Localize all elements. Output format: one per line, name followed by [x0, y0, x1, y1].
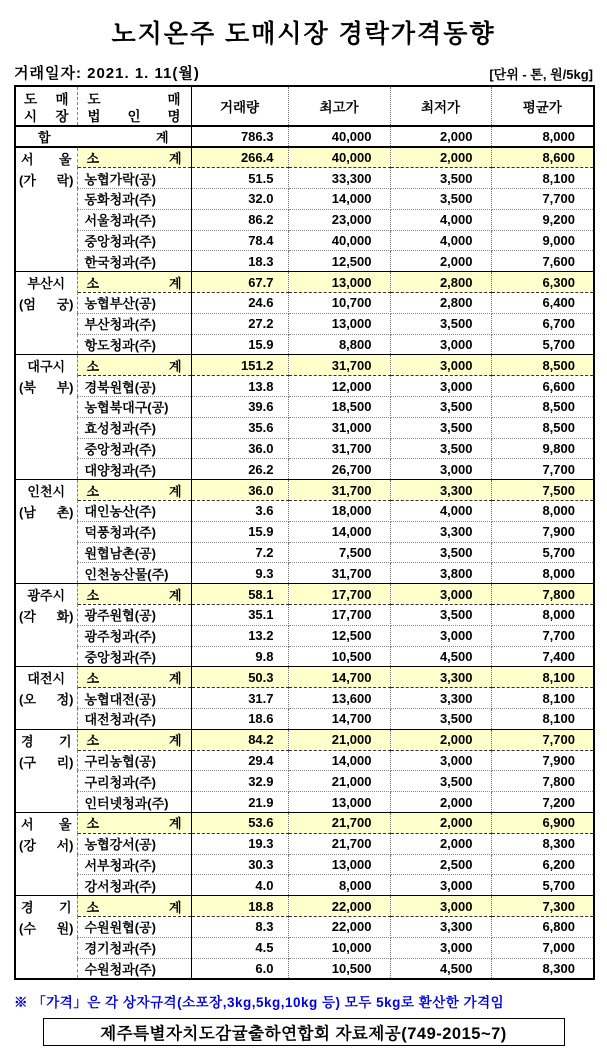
corp-avg-cell: 8,000	[491, 563, 594, 584]
price-table	[14, 85, 595, 980]
corp-avg-cell: 7,600	[491, 251, 594, 272]
meta-row	[0, 62, 607, 85]
subtotal-high-cell: 21,700	[288, 813, 390, 834]
corp-name-cell: 한국청과(주)	[77, 251, 191, 272]
corp-high-cell: 13,000	[288, 313, 390, 334]
corp-low-cell: 3,500	[390, 542, 491, 563]
corp-high-cell: 22,000	[288, 916, 390, 937]
corp-volume-cell: 18.3	[191, 251, 288, 272]
market-name: 부산시	[27, 276, 66, 292]
total-low-cell: 2,000	[390, 126, 491, 147]
corp-low-cell: 3,500	[390, 168, 491, 189]
subtotal-low-cell: 3,300	[390, 480, 491, 501]
subtotal-high-cell: 13,000	[288, 272, 390, 293]
total-high-cell: 40,000	[288, 126, 390, 147]
corp-volume-cell: 13.2	[191, 625, 288, 646]
corp-row	[15, 209, 594, 230]
corp-row	[15, 251, 594, 272]
corp-avg-cell: 7,400	[491, 646, 594, 667]
market-location: (수 원)	[19, 920, 74, 936]
corp-high-cell: 8,800	[288, 334, 390, 355]
corp-name-cell: 서울청과(주)	[77, 209, 191, 230]
subtotal-label-cell: 소 계	[77, 667, 191, 688]
corp-volume-cell: 30.3	[191, 854, 288, 875]
corp-row	[15, 542, 594, 563]
corp-volume-cell: 35.1	[191, 605, 288, 626]
corp-row	[15, 438, 594, 459]
subtotal-label-cell: 소 계	[77, 896, 191, 917]
corp-name-cell: 중앙청과(주)	[77, 230, 191, 251]
market-name: 서 울	[21, 816, 72, 832]
corp-row	[15, 397, 594, 418]
subtotal-avg-cell: 7,800	[491, 584, 594, 605]
corp-volume-cell: 4.0	[191, 875, 288, 896]
corp-row	[15, 521, 594, 542]
corp-name-cell: 대전청과(주)	[77, 709, 191, 730]
corp-row	[15, 875, 594, 896]
source-text: 제주특별자치도감귤출하연합회 자료제공(749-2015~7)	[100, 1024, 507, 1043]
corp-low-cell: 2,800	[390, 293, 491, 314]
corp-low-cell: 3,000	[390, 875, 491, 896]
subtotal-high-cell: 31,700	[288, 480, 390, 501]
corp-name-cell: 항도청과(주)	[77, 334, 191, 355]
corp-volume-cell: 29.4	[191, 750, 288, 771]
corp-avg-cell: 7,700	[491, 625, 594, 646]
subtotal-avg-cell: 6,300	[491, 272, 594, 293]
subtotal-high-cell: 14,700	[288, 667, 390, 688]
subtotal-high-cell: 17,700	[288, 584, 390, 605]
header-avg-price: 평균가	[491, 86, 594, 126]
subtotal-row	[15, 355, 594, 376]
total-row	[15, 126, 594, 147]
corp-low-cell: 3,300	[390, 916, 491, 937]
corp-avg-cell: 9,800	[491, 438, 594, 459]
corp-name-cell: 광주청과(주)	[77, 625, 191, 646]
corp-name-cell: 수원원협(공)	[77, 916, 191, 937]
market-name: 경 기	[21, 900, 72, 916]
subtotal-low-cell: 2,000	[390, 813, 491, 834]
corp-low-cell: 3,000	[390, 625, 491, 646]
corp-low-cell: 3,500	[390, 313, 491, 334]
market-location: (엄 궁)	[19, 296, 74, 312]
corp-volume-cell: 21.9	[191, 792, 288, 813]
corp-low-cell: 3,500	[390, 709, 491, 730]
market-cell	[15, 355, 77, 480]
subtotal-label-cell: 소 계	[77, 813, 191, 834]
corp-avg-cell: 8,300	[491, 958, 594, 979]
subtotal-row	[15, 667, 594, 688]
market-cell	[15, 813, 77, 896]
corp-volume-cell: 26.2	[191, 459, 288, 480]
subtotal-row	[15, 272, 594, 293]
subtotal-low-cell: 3,300	[390, 667, 491, 688]
corp-name-cell: 중앙청과(주)	[77, 646, 191, 667]
subtotal-low-cell: 2,000	[390, 147, 491, 168]
corp-low-cell: 3,500	[390, 771, 491, 792]
corp-name-cell: 수원청과(주)	[77, 958, 191, 979]
corp-low-cell: 3,000	[390, 937, 491, 958]
subtotal-avg-cell: 8,600	[491, 147, 594, 168]
header-market	[15, 86, 77, 126]
market-name: 경 기	[21, 733, 72, 749]
corp-avg-cell: 8,000	[491, 501, 594, 522]
corp-avg-cell: 6,800	[491, 916, 594, 937]
price-footnote: ※ 「가격」은 각 상자규격(소포장,3kg,5kg,10kg 등) 모두 5kg로 환산한 가격임	[14, 994, 505, 1010]
corp-high-cell: 26,700	[288, 459, 390, 480]
corp-row	[15, 376, 594, 397]
corp-avg-cell: 7,200	[491, 792, 594, 813]
corp-high-cell: 10,500	[288, 958, 390, 979]
corp-name-cell: 효성청과(주)	[77, 417, 191, 438]
corp-name-cell: 인터넷청과(주)	[77, 792, 191, 813]
subtotal-volume-cell: 266.4	[191, 147, 288, 168]
subtotal-low-cell: 3,000	[390, 896, 491, 917]
corp-row	[15, 189, 594, 210]
corp-high-cell: 23,000	[288, 209, 390, 230]
subtotal-label-cell: 소 계	[77, 480, 191, 501]
market-location: (구 리)	[19, 754, 74, 770]
market-location: (가 락)	[19, 172, 74, 188]
corp-low-cell: 3,800	[390, 563, 491, 584]
corp-volume-cell: 15.9	[191, 334, 288, 355]
corp-name-cell: 경기청과(주)	[77, 937, 191, 958]
corp-row	[15, 709, 594, 730]
corp-high-cell: 14,000	[288, 189, 390, 210]
corp-low-cell: 4,500	[390, 958, 491, 979]
corp-row	[15, 916, 594, 937]
corp-high-cell: 31,700	[288, 438, 390, 459]
subtotal-label-cell: 소 계	[77, 584, 191, 605]
corp-avg-cell: 7,700	[491, 189, 594, 210]
corp-name-cell: 농협대전(공)	[77, 688, 191, 709]
corp-row	[15, 230, 594, 251]
market-cell	[15, 480, 77, 584]
corp-low-cell: 3,300	[390, 688, 491, 709]
subtotal-volume-cell: 18.8	[191, 896, 288, 917]
corp-row	[15, 625, 594, 646]
corp-avg-cell: 8,100	[491, 709, 594, 730]
market-name: 대전시	[27, 671, 66, 687]
corp-avg-cell: 5,700	[491, 334, 594, 355]
subtotal-low-cell: 2,800	[390, 272, 491, 293]
corp-row	[15, 646, 594, 667]
corp-avg-cell: 5,700	[491, 875, 594, 896]
subtotal-avg-cell: 8,100	[491, 667, 594, 688]
corp-volume-cell: 19.3	[191, 833, 288, 854]
corp-volume-cell: 7.2	[191, 542, 288, 563]
corp-low-cell: 2,000	[390, 251, 491, 272]
corp-high-cell: 13,600	[288, 688, 390, 709]
subtotal-label-cell: 소 계	[77, 729, 191, 750]
corp-low-cell: 3,300	[390, 521, 491, 542]
subtotal-row	[15, 480, 594, 501]
subtotal-label-cell: 소 계	[77, 272, 191, 293]
corp-name-cell: 서부청과(주)	[77, 854, 191, 875]
market-cell	[15, 147, 77, 272]
corp-volume-cell: 9.3	[191, 563, 288, 584]
corp-high-cell: 12,500	[288, 625, 390, 646]
corp-name-cell: 대인농산(주)	[77, 501, 191, 522]
corp-row	[15, 937, 594, 958]
corp-avg-cell: 6,200	[491, 854, 594, 875]
total-avg-cell: 8,000	[491, 126, 594, 147]
corp-high-cell: 14,000	[288, 521, 390, 542]
corp-avg-cell: 9,200	[491, 209, 594, 230]
corp-name-cell: 중앙청과(주)	[77, 438, 191, 459]
corp-name-cell: 대양청과(주)	[77, 459, 191, 480]
subtotal-volume-cell: 58.1	[191, 584, 288, 605]
corp-high-cell: 12,500	[288, 251, 390, 272]
subtotal-row	[15, 584, 594, 605]
corp-avg-cell: 8,500	[491, 397, 594, 418]
corp-low-cell: 3,000	[390, 376, 491, 397]
corp-avg-cell: 7,800	[491, 771, 594, 792]
corp-high-cell: 18,000	[288, 501, 390, 522]
corp-high-cell: 10,700	[288, 293, 390, 314]
header-low-price: 최저가	[390, 86, 491, 126]
header-market-lines: 도 매 시 장	[24, 91, 69, 124]
corp-low-cell: 4,000	[390, 230, 491, 251]
corp-row	[15, 750, 594, 771]
corp-name-cell: 동화청과(주)	[77, 189, 191, 210]
subtotal-low-cell: 3,000	[390, 584, 491, 605]
corp-avg-cell: 7,900	[491, 521, 594, 542]
corp-volume-cell: 8.3	[191, 916, 288, 937]
corp-avg-cell: 9,000	[491, 230, 594, 251]
corp-low-cell: 3,500	[390, 417, 491, 438]
header-volume: 거래량	[191, 86, 288, 126]
corp-high-cell: 31,700	[288, 563, 390, 584]
corp-low-cell: 4,500	[390, 646, 491, 667]
subtotal-row	[15, 896, 594, 917]
corp-name-cell: 덕풍청과(주)	[77, 521, 191, 542]
corp-high-cell: 13,000	[288, 854, 390, 875]
corp-name-cell: 광주원협(공)	[77, 605, 191, 626]
corp-row	[15, 771, 594, 792]
market-name: 인천시	[27, 484, 66, 500]
corp-avg-cell: 6,600	[491, 376, 594, 397]
corp-row	[15, 334, 594, 355]
subtotal-high-cell: 31,700	[288, 355, 390, 376]
corp-volume-cell: 24.6	[191, 293, 288, 314]
corp-avg-cell: 8,100	[491, 688, 594, 709]
corp-volume-cell: 35.6	[191, 417, 288, 438]
corp-row	[15, 833, 594, 854]
subtotal-volume-cell: 53.6	[191, 813, 288, 834]
corp-high-cell: 12,000	[288, 376, 390, 397]
corp-name-cell: 강서청과(주)	[77, 875, 191, 896]
corp-name-cell: 경북원협(공)	[77, 376, 191, 397]
corp-name-cell: 농협부산(공)	[77, 293, 191, 314]
market-location: (남 촌)	[19, 504, 74, 520]
corp-volume-cell: 9.8	[191, 646, 288, 667]
corp-low-cell: 2,000	[390, 792, 491, 813]
corp-row	[15, 417, 594, 438]
corp-name-cell: 원협남촌(공)	[77, 542, 191, 563]
subtotal-volume-cell: 84.2	[191, 729, 288, 750]
corp-low-cell: 3,500	[390, 189, 491, 210]
subtotal-label-cell: 소 계	[77, 147, 191, 168]
corp-volume-cell: 13.8	[191, 376, 288, 397]
corp-low-cell: 4,000	[390, 209, 491, 230]
corp-avg-cell: 8,100	[491, 168, 594, 189]
corp-avg-cell: 5,700	[491, 542, 594, 563]
header-high-price: 최고가	[288, 86, 390, 126]
corp-high-cell: 21,700	[288, 833, 390, 854]
corp-high-cell: 18,500	[288, 397, 390, 418]
subtotal-volume-cell: 36.0	[191, 480, 288, 501]
subtotal-volume-cell: 67.7	[191, 272, 288, 293]
trade-date-label: 거래일자: 2021. 1. 11(월)	[14, 65, 200, 82]
market-name: 대구시	[27, 359, 66, 375]
corp-row	[15, 854, 594, 875]
corp-volume-cell: 86.2	[191, 209, 288, 230]
corp-row	[15, 459, 594, 480]
subtotal-volume-cell: 151.2	[191, 355, 288, 376]
corp-volume-cell: 18.6	[191, 709, 288, 730]
subtotal-avg-cell: 7,500	[491, 480, 594, 501]
corp-high-cell: 7,500	[288, 542, 390, 563]
header-corp	[77, 86, 191, 126]
corp-name-cell: 부산청과(주)	[77, 313, 191, 334]
source-box	[43, 1018, 565, 1046]
corp-low-cell: 2,500	[390, 854, 491, 875]
subtotal-row	[15, 729, 594, 750]
table-body	[15, 126, 594, 979]
corp-name-cell: 농협북대구(공)	[77, 397, 191, 418]
corp-low-cell: 3,500	[390, 438, 491, 459]
corp-avg-cell: 8,000	[491, 605, 594, 626]
corp-avg-cell: 7,900	[491, 750, 594, 771]
corp-avg-cell: 6,400	[491, 293, 594, 314]
market-name: 서 울	[21, 151, 72, 167]
corp-high-cell: 33,300	[288, 168, 390, 189]
subtotal-row	[15, 813, 594, 834]
subtotal-label-cell: 소 계	[77, 355, 191, 376]
subtotal-high-cell: 22,000	[288, 896, 390, 917]
corp-row	[15, 958, 594, 979]
corp-volume-cell: 31.7	[191, 688, 288, 709]
corp-avg-cell: 7,700	[491, 459, 594, 480]
subtotal-row	[15, 147, 594, 168]
corp-high-cell: 10,500	[288, 646, 390, 667]
subtotal-avg-cell: 7,700	[491, 729, 594, 750]
unit-label: [단위 - 톤, 원/5kg]	[489, 67, 593, 82]
corp-volume-cell: 32.0	[191, 189, 288, 210]
corp-row	[15, 293, 594, 314]
corp-row	[15, 605, 594, 626]
page-title: 노지온주 도매시장 경락가격동향	[111, 20, 496, 48]
corp-high-cell: 31,000	[288, 417, 390, 438]
header-row	[15, 86, 594, 126]
corp-volume-cell: 3.6	[191, 501, 288, 522]
corp-volume-cell: 15.9	[191, 521, 288, 542]
subtotal-avg-cell: 6,900	[491, 813, 594, 834]
corp-row	[15, 563, 594, 584]
market-cell	[15, 729, 77, 812]
corp-high-cell: 8,000	[288, 875, 390, 896]
subtotal-avg-cell: 7,300	[491, 896, 594, 917]
corp-row	[15, 501, 594, 522]
corp-high-cell: 13,000	[288, 792, 390, 813]
market-name: 광주시	[27, 588, 66, 604]
corp-name-cell: 구리농협(공)	[77, 750, 191, 771]
corp-avg-cell: 7,000	[491, 937, 594, 958]
corp-row	[15, 168, 594, 189]
market-cell	[15, 667, 77, 729]
market-cell	[15, 272, 77, 355]
corp-volume-cell: 51.5	[191, 168, 288, 189]
corp-volume-cell: 39.6	[191, 397, 288, 418]
market-location: (북 부)	[19, 380, 74, 396]
corp-low-cell: 3,000	[390, 750, 491, 771]
corp-low-cell: 4,000	[390, 501, 491, 522]
corp-low-cell: 3,000	[390, 334, 491, 355]
corp-low-cell: 3,500	[390, 605, 491, 626]
corp-avg-cell: 8,500	[491, 417, 594, 438]
market-location: (각 화)	[19, 608, 74, 624]
subtotal-avg-cell: 8,500	[491, 355, 594, 376]
corp-volume-cell: 78.4	[191, 230, 288, 251]
market-location: (오 정)	[19, 692, 74, 708]
corp-high-cell: 10,000	[288, 937, 390, 958]
corp-low-cell: 2,000	[390, 833, 491, 854]
corp-avg-cell: 6,700	[491, 313, 594, 334]
corp-low-cell: 3,500	[390, 397, 491, 418]
subtotal-low-cell: 2,000	[390, 729, 491, 750]
total-volume-cell: 786.3	[191, 126, 288, 147]
corp-volume-cell: 36.0	[191, 438, 288, 459]
corp-high-cell: 40,000	[288, 230, 390, 251]
total-label-cell: 합 계	[15, 126, 191, 147]
header-corp-lines: 도 매 법 인 명	[87, 91, 181, 124]
corp-row	[15, 688, 594, 709]
corp-name-cell: 농협가락(공)	[77, 168, 191, 189]
market-cell	[15, 584, 77, 667]
corp-volume-cell: 32.9	[191, 771, 288, 792]
subtotal-low-cell: 3,000	[390, 355, 491, 376]
corp-high-cell: 21,000	[288, 771, 390, 792]
corp-high-cell: 17,700	[288, 605, 390, 626]
corp-high-cell: 14,000	[288, 750, 390, 771]
corp-row	[15, 792, 594, 813]
subtotal-high-cell: 40,000	[288, 147, 390, 168]
corp-volume-cell: 27.2	[191, 313, 288, 334]
corp-volume-cell: 6.0	[191, 958, 288, 979]
corp-high-cell: 14,700	[288, 709, 390, 730]
subtotal-high-cell: 21,000	[288, 729, 390, 750]
corp-name-cell: 인천농산물(주)	[77, 563, 191, 584]
subtotal-volume-cell: 50.3	[191, 667, 288, 688]
corp-volume-cell: 4.5	[191, 937, 288, 958]
market-location: (강 서)	[19, 837, 74, 853]
corp-row	[15, 313, 594, 334]
market-cell	[15, 896, 77, 979]
corp-name-cell: 농협강서(공)	[77, 833, 191, 854]
corp-name-cell: 구리청과(주)	[77, 771, 191, 792]
corp-low-cell: 3,000	[390, 459, 491, 480]
corp-avg-cell: 8,300	[491, 833, 594, 854]
